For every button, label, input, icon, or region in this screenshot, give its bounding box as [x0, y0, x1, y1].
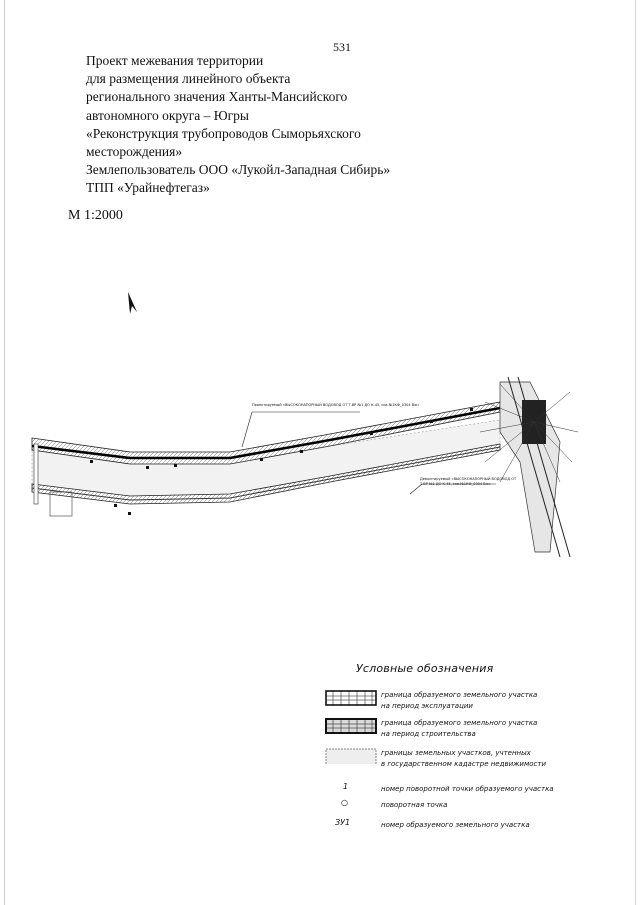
legend-text: граница образуемого земельного участка	[381, 691, 538, 699]
construction-boundary-swatch-icon	[325, 718, 377, 734]
survey-map	[30, 372, 590, 562]
cadastre-swatch-icon	[325, 748, 377, 764]
turn-point-icon: ○	[341, 798, 348, 807]
legend-text: на период эксплуатации	[381, 702, 473, 710]
title-line: автономного округа – Югры	[86, 107, 249, 123]
title-line: Землепользователь ООО «Лукойл-Западная Сибирь»	[86, 162, 391, 178]
legend-text: границы земельных участков, учтенных	[381, 749, 531, 757]
point-number-symbol: 1	[343, 782, 349, 791]
scan-edge-left	[4, 0, 5, 905]
legend-text: поворотная точка	[381, 801, 448, 809]
title-line: ТПП «Урайнефтегаз»	[86, 180, 210, 196]
plot-number-symbol: ЗУ1	[335, 818, 351, 827]
legend-text: на период строительства	[381, 730, 476, 738]
title-line: Проект межевания территории	[86, 53, 264, 68]
legend-title: Условные обозначения	[356, 662, 494, 675]
legend-text: номер поворотной точки образуемого участка	[381, 785, 554, 793]
scan-edge-right	[635, 0, 636, 905]
north-arrow-icon	[126, 290, 140, 316]
title-line: месторождения»	[86, 144, 183, 160]
title-line: для размещения линейного объекта	[86, 71, 291, 87]
lower-pipeline-label: Демонтируемый «ВЫСОКОНАПОРНЫЙ ВОДОВОД ОТ Т.ВР №1 ДО К-45, скв.№1КФ_0304 Вж»	[420, 477, 517, 486]
map-scale: М 1:2000	[68, 208, 123, 223]
title-line: «Реконструкция трубопроводов Сыморьяхского	[86, 125, 361, 141]
operation-boundary-swatch-icon	[325, 690, 377, 706]
page-number: 531	[333, 40, 351, 54]
title-line: регионального значения Ханты-Мансийского	[86, 89, 348, 105]
legend-text: номер образуемого земельного участка	[381, 821, 530, 829]
legend-text: в государственном кадастре недвижимости	[381, 760, 547, 768]
legend-text: граница образуемого земельного участка	[381, 719, 538, 727]
document-title	[86, 52, 390, 198]
upper-pipeline-label: Проектируемый «ВЫСОКОНАПОРНЫЙ ВОДОВОД ОТ Т.ВР №1 ДО К-45, скв.№1КФ_0304 Вж»	[252, 403, 420, 407]
